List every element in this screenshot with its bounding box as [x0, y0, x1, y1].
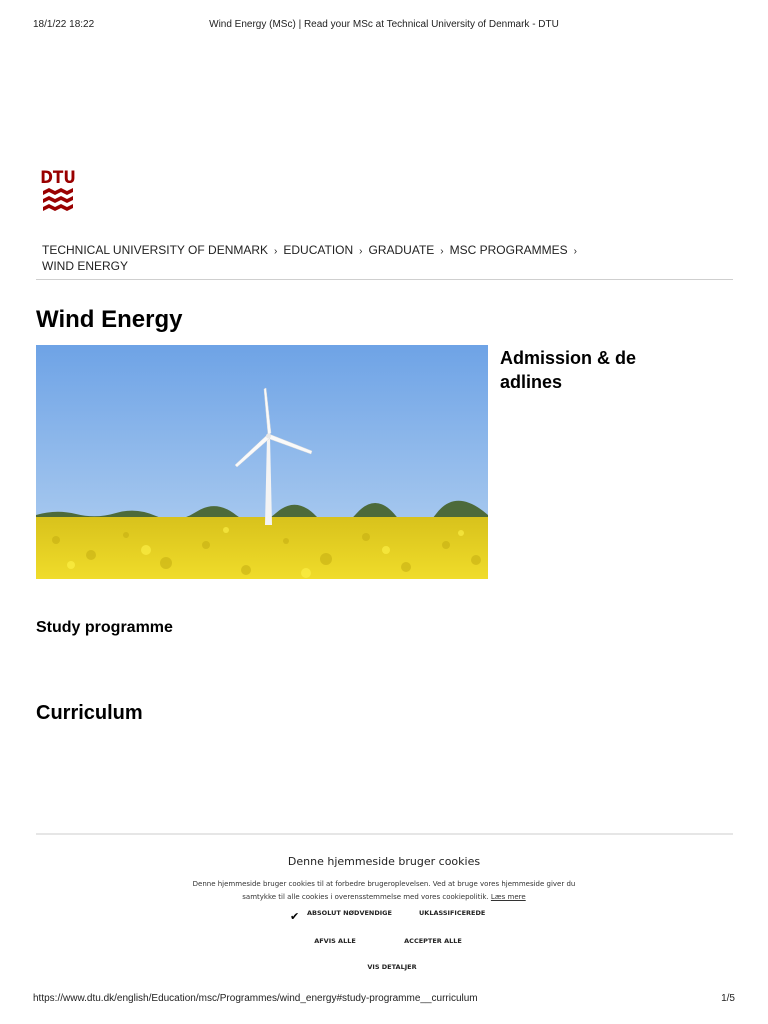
reject-all-button[interactable]: AFVIS ALLE: [314, 937, 356, 945]
accept-all-button[interactable]: ACCEPTER ALLE: [404, 937, 462, 945]
strictly-necessary-option[interactable]: ABSOLUT NØDVENDIGE: [307, 909, 392, 917]
breadcrumb-separator: ›: [573, 246, 577, 257]
print-date: 18/1/22 18:22: [33, 19, 95, 30]
read-more-link[interactable]: Læs mere: [490, 893, 526, 901]
unclassified-option[interactable]: UKLASSIFICEREDE: [419, 909, 486, 917]
cookie-banner-text: [184, 878, 584, 904]
breadcrumb-item-wind-energy: WIND ENERGY: [42, 259, 129, 273]
breadcrumb-item-msc-programmes[interactable]: MSC PROGRAMMES: [449, 243, 568, 257]
cookie-banner-divider: [36, 833, 733, 835]
admission-deadlines-heading: Admission & de adlines: [500, 348, 637, 392]
breadcrumb-item-graduate[interactable]: GRADUATE: [368, 243, 435, 257]
hero-image: [36, 345, 488, 579]
checkmark-icon[interactable]: ✔: [290, 911, 300, 923]
breadcrumb-separator: ›: [440, 246, 444, 257]
curriculum-heading[interactable]: Curriculum: [36, 702, 143, 724]
breadcrumb-item-education[interactable]: EDUCATION: [283, 243, 354, 257]
study-programme-heading[interactable]: Study programme: [36, 619, 173, 636]
cookie-text-body: Denne hjemmeside bruger cookies til at forbedre brugeroplevelsen. Ved at bruge vores hjemmeside giver du samtykke til alle cookies i overensstemmelse med vores cookiepolitik.: [192, 880, 576, 901]
breadcrumb-separator: ›: [359, 246, 363, 257]
breadcrumb: [42, 243, 602, 274]
breadcrumb-separator: ›: [274, 246, 278, 257]
print-page-title: Wind Energy (MSc) | Read your MSc at Technical University of Denmark - DTU: [209, 19, 559, 30]
dtu-logo[interactable]: [40, 166, 76, 216]
show-details-button[interactable]: VIS DETALJER: [367, 963, 417, 971]
logo-text: DTU: [40, 168, 76, 188]
cookie-banner-title: Denne hjemmeside bruger cookies: [287, 855, 481, 868]
breadcrumb-item-dtu[interactable]: TECHNICAL UNIVERSITY OF DENMARK: [42, 243, 269, 257]
print-page-number: 1/5: [721, 993, 735, 1004]
page-title: Wind Energy: [36, 306, 183, 333]
wind-turbine-image: [36, 345, 488, 579]
breadcrumb-divider: [36, 279, 733, 280]
dtu-logo-icon: [40, 166, 76, 216]
print-url: https://www.dtu.dk/english/Education/msc/Programmes/wind_energy#study-programme__curriculum: [33, 993, 478, 1004]
